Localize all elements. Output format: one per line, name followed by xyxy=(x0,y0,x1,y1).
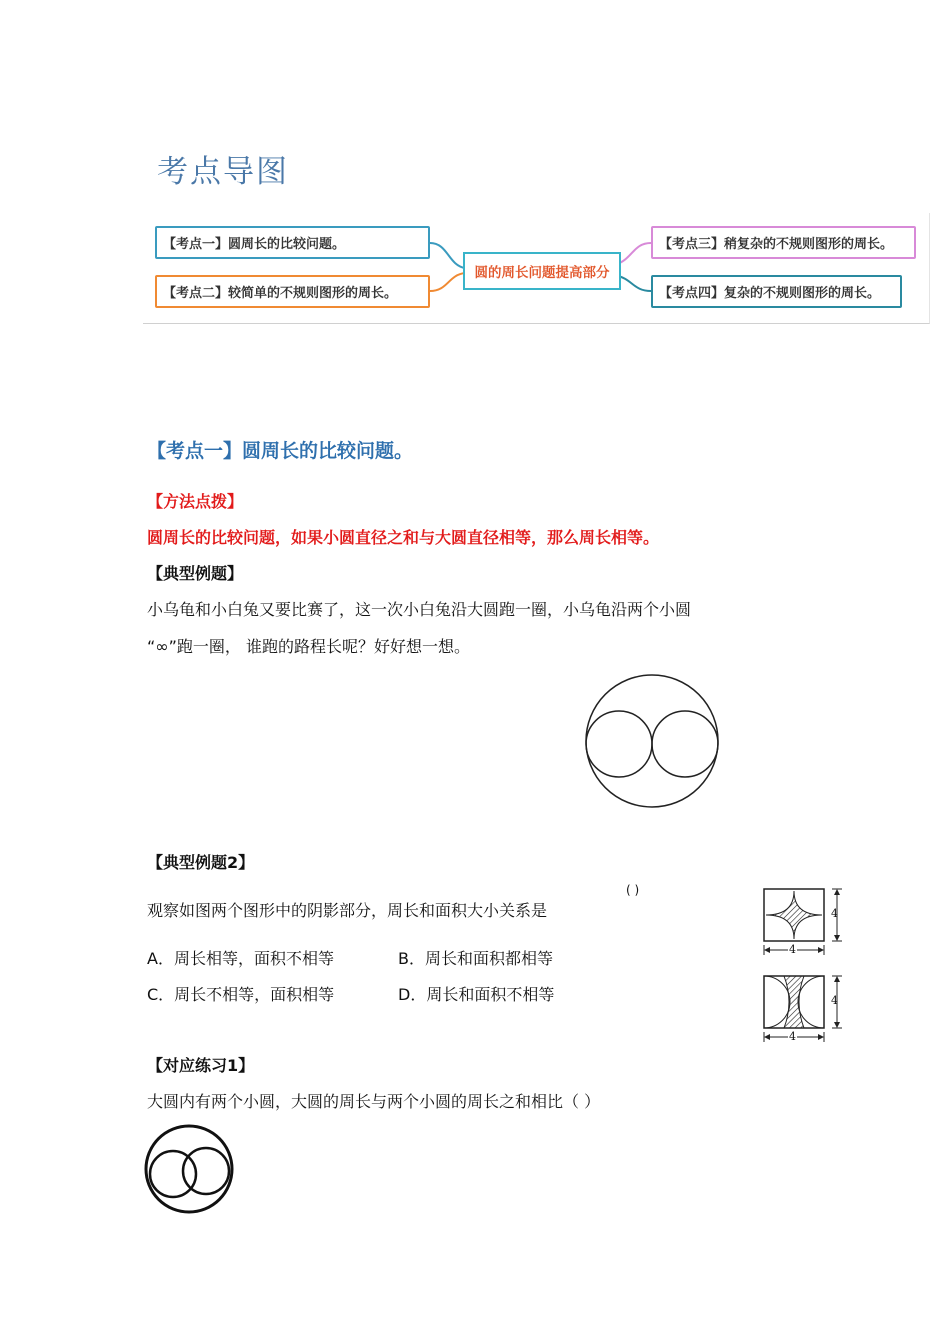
mind-map xyxy=(143,213,930,324)
practice1-text: 大圆内有两个小圆，大圆的周长与两个小圆的周长之和相比（ ） xyxy=(147,1092,601,1111)
practice1-title: 【对应练习1】 xyxy=(147,1056,255,1075)
figure-circles-1 xyxy=(580,672,725,808)
method-title: 【方法点拨】 xyxy=(147,492,244,511)
page-title: 考点导图 xyxy=(157,154,289,190)
mindmap-node-1: 【考点一】圆周长的比较问题。 xyxy=(155,226,430,259)
figure-label-height-1: 4 xyxy=(831,907,838,920)
example2-question: 观察如图两个图形中的阴影部分，周长和面积大小关系是 xyxy=(147,901,548,920)
option-b: B．周长和面积都相等 xyxy=(398,949,553,968)
figure-square-halves xyxy=(760,972,850,1047)
figure-square-star xyxy=(760,885,850,960)
mindmap-node-4: 【考点四】复杂的不规则图形的周长。 xyxy=(651,275,902,308)
example2-paren: ( ) xyxy=(626,883,640,897)
example1-line2: “∞”跑一圈， 谁跑的路程长呢？好好想一想。 xyxy=(147,637,470,656)
method-text: 圆周长的比较问题，如果小圆直径之和与大圆直径相等，那么周长相等。 xyxy=(147,528,660,547)
example2-title: 【典型例题2】 xyxy=(147,853,255,872)
example1-title: 【典型例题】 xyxy=(147,564,244,583)
figure-circles-2 xyxy=(143,1124,238,1216)
figure-label-width-1: 4 xyxy=(789,943,796,956)
figure-label-width-2: 4 xyxy=(789,1030,796,1043)
section-heading: 【考点一】圆周长的比较问题。 xyxy=(147,440,414,462)
example1-line1: 小乌龟和小白兔又要比赛了，这一次小白兔沿大圆跑一圈，小乌龟沿两个小圆 xyxy=(147,600,692,619)
option-d: D．周长和面积不相等 xyxy=(398,985,555,1004)
mindmap-center: 圆的周长问题提高部分 xyxy=(463,252,621,290)
option-a: A．周长相等，面积不相等 xyxy=(147,949,334,968)
mindmap-node-2: 【考点二】较简单的不规则图形的周长。 xyxy=(155,275,430,308)
mindmap-node-3: 【考点三】稍复杂的不规则图形的周长。 xyxy=(651,226,916,259)
option-c: C．周长不相等，面积相等 xyxy=(147,985,335,1004)
figure-label-height-2: 4 xyxy=(831,994,838,1007)
